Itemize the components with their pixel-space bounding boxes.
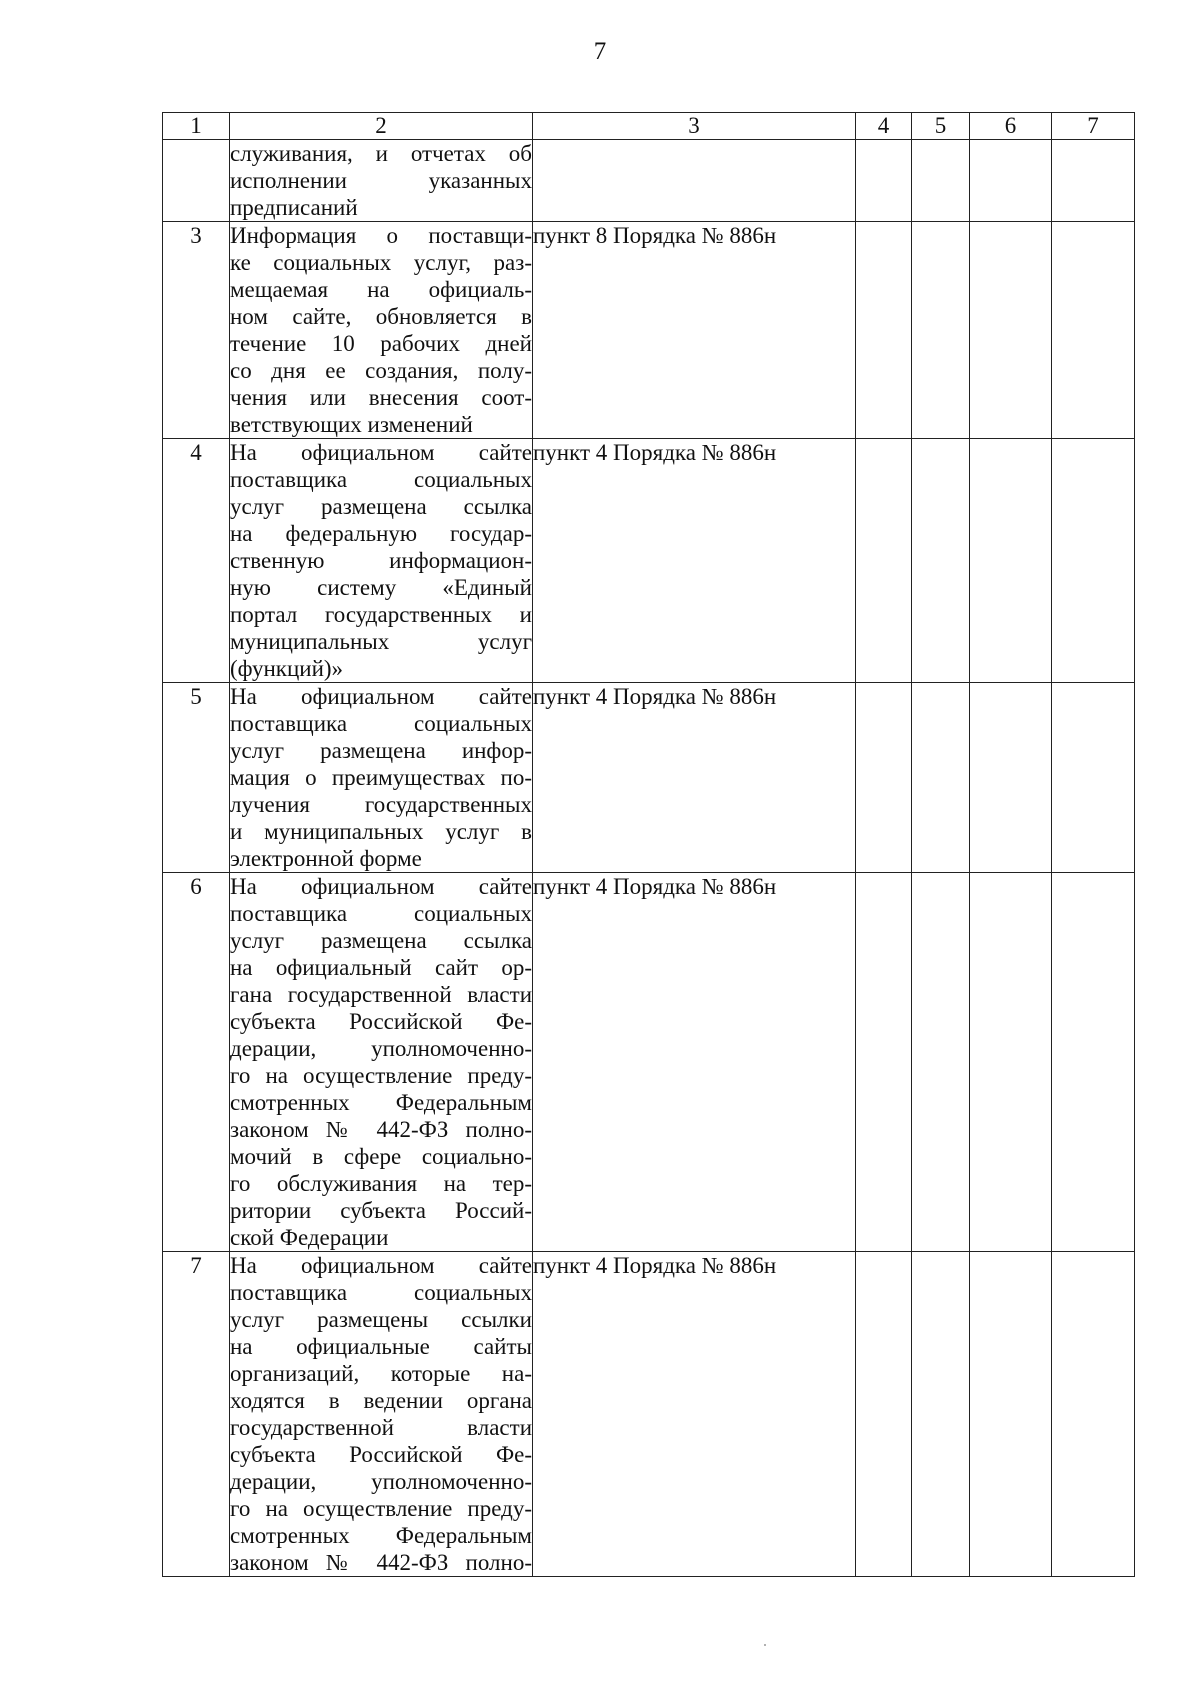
- description-line: ветствующих изменений: [230, 412, 473, 437]
- empty-cell-col-5: [912, 222, 970, 439]
- description-line: поставщика социальных: [230, 901, 532, 926]
- table-row: [163, 683, 1135, 873]
- empty-cell-col-6: [970, 439, 1052, 683]
- empty-cell-col-6: [970, 873, 1052, 1252]
- description-line: ритории субъекта Россий-: [230, 1198, 532, 1223]
- description-line: портал государственных и: [230, 602, 532, 627]
- header-cell-1: 1: [163, 113, 230, 140]
- requirement-description-cell: [230, 1252, 533, 1577]
- description-line: дерации, уполномоченно-: [230, 1036, 532, 1061]
- header-cell-7: 7: [1052, 113, 1135, 140]
- empty-cell-col-6: [970, 140, 1052, 222]
- description-line: услуг размещены ссылки: [230, 1307, 532, 1332]
- empty-cell-col-4: [856, 1252, 912, 1577]
- legal-reference-cell: пункт 4 Порядка № 886н: [533, 1252, 856, 1577]
- description-line: На официальном сайте: [230, 874, 532, 899]
- empty-cell-col-5: [912, 1252, 970, 1577]
- description-line: муниципальных услуг: [230, 629, 532, 654]
- scan-speck: [764, 1644, 766, 1646]
- legal-reference-cell: пункт 4 Порядка № 886н: [533, 439, 856, 683]
- requirement-description-cell: [230, 140, 533, 222]
- table-row: [163, 873, 1135, 1252]
- requirement-description-cell: [230, 222, 533, 439]
- description-line: и муниципальных услуг в: [230, 819, 532, 844]
- description-line: мация о преимуществах по-: [230, 765, 532, 790]
- description-line: чения или внесения соот-: [230, 385, 532, 410]
- description-line: услуг размещена ссылка: [230, 494, 532, 519]
- row-number-cell: 5: [163, 683, 230, 873]
- description-line: На официальном сайте: [230, 440, 532, 465]
- checklist-table: [162, 112, 1135, 1577]
- description-line: го обслуживания на тер-: [230, 1171, 532, 1196]
- description-line: мещаемая на официаль-: [230, 277, 532, 302]
- table-row: [163, 1252, 1135, 1577]
- empty-cell-col-5: [912, 140, 970, 222]
- header-cell-5: 5: [912, 113, 970, 140]
- description-line: го на осуществление преду-: [230, 1496, 532, 1521]
- requirement-description-cell: [230, 439, 533, 683]
- description-line: услуг размещена инфор-: [230, 738, 532, 763]
- description-line: смотренных Федеральным: [230, 1090, 532, 1115]
- empty-cell-col-5: [912, 873, 970, 1252]
- description-line: законом № 442-ФЗ полно-: [230, 1550, 532, 1575]
- description-line: субъекта Российской Фе-: [230, 1009, 532, 1034]
- legal-reference-cell: пункт 8 Порядка № 886н: [533, 222, 856, 439]
- description-line: субъекта Российской Фе-: [230, 1442, 532, 1467]
- empty-cell-col-4: [856, 873, 912, 1252]
- description-line: течение 10 рабочих дней: [230, 331, 532, 356]
- legal-reference-cell: пункт 4 Порядка № 886н: [533, 873, 856, 1252]
- empty-cell-col-4: [856, 683, 912, 873]
- description-line: организаций, которые на-: [230, 1361, 532, 1386]
- description-line: гана государственной власти: [230, 982, 532, 1007]
- empty-cell-col-6: [970, 1252, 1052, 1577]
- empty-cell-col-4: [856, 439, 912, 683]
- description-line: поставщика социальных: [230, 1280, 532, 1305]
- empty-cell-col-6: [970, 683, 1052, 873]
- row-number-cell: 3: [163, 222, 230, 439]
- description-line: поставщика социальных: [230, 711, 532, 736]
- empty-cell-col-4: [856, 140, 912, 222]
- description-line: предписаний: [230, 195, 358, 220]
- requirement-description-cell: [230, 873, 533, 1252]
- empty-cell-col-7: [1052, 1252, 1135, 1577]
- description-line: исполнении указанных: [230, 168, 532, 193]
- description-line: ном сайте, обновляется в: [230, 304, 532, 329]
- header-cell-2: 2: [230, 113, 533, 140]
- empty-cell-col-5: [912, 439, 970, 683]
- header-cell-6: 6: [970, 113, 1052, 140]
- description-line: на официальные сайты: [230, 1334, 532, 1359]
- description-line: на федеральную государ-: [230, 521, 532, 546]
- empty-cell-col-7: [1052, 683, 1135, 873]
- table-row: [163, 140, 1135, 222]
- description-line: ственную информацион-: [230, 548, 532, 573]
- empty-cell-col-5: [912, 683, 970, 873]
- description-line: (функций)»: [230, 656, 344, 681]
- empty-cell-col-7: [1052, 439, 1135, 683]
- description-line: электронной форме: [230, 846, 422, 871]
- empty-cell-col-4: [856, 222, 912, 439]
- description-line: мочий в сфере социально-: [230, 1144, 532, 1169]
- description-line: ке социальных услуг, раз-: [230, 250, 532, 275]
- table-row: [163, 222, 1135, 439]
- description-line: законом № 442-ФЗ полно-: [230, 1117, 532, 1142]
- description-line: На официальном сайте: [230, 1253, 532, 1278]
- description-line: государственной власти: [230, 1415, 532, 1440]
- header-cell-4: 4: [856, 113, 912, 140]
- empty-cell-col-7: [1052, 873, 1135, 1252]
- description-line: дерации, уполномоченно-: [230, 1469, 532, 1494]
- description-line: смотренных Федеральным: [230, 1523, 532, 1548]
- page-number: 7: [593, 38, 607, 65]
- header-row: [163, 113, 1135, 140]
- legal-reference-cell: [533, 140, 856, 222]
- description-line: поставщика социальных: [230, 467, 532, 492]
- row-number-cell: 7: [163, 1252, 230, 1577]
- table-row: [163, 439, 1135, 683]
- description-line: служивания, и отчетах об: [230, 141, 532, 166]
- description-line: го на осуществление преду-: [230, 1063, 532, 1088]
- empty-cell-col-7: [1052, 140, 1135, 222]
- row-number-cell: 6: [163, 873, 230, 1252]
- empty-cell-col-7: [1052, 222, 1135, 439]
- description-line: со дня ее создания, полу-: [230, 358, 532, 383]
- description-line: на официальный сайт ор-: [230, 955, 532, 980]
- description-line: На официальном сайте: [230, 684, 532, 709]
- legal-reference-cell: пункт 4 Порядка № 886н: [533, 683, 856, 873]
- description-line: Информация о поставщи-: [230, 223, 532, 248]
- description-line: лучения государственных: [230, 792, 532, 817]
- row-number-cell: [163, 140, 230, 222]
- header-cell-3: 3: [533, 113, 856, 140]
- description-line: ходятся в ведении органа: [230, 1388, 532, 1413]
- empty-cell-col-6: [970, 222, 1052, 439]
- description-line: услуг размещена ссылка: [230, 928, 532, 953]
- description-line: ную систему «Единый: [230, 575, 532, 600]
- description-line: ской Федерации: [230, 1225, 389, 1250]
- row-number-cell: 4: [163, 439, 230, 683]
- requirement-description-cell: [230, 683, 533, 873]
